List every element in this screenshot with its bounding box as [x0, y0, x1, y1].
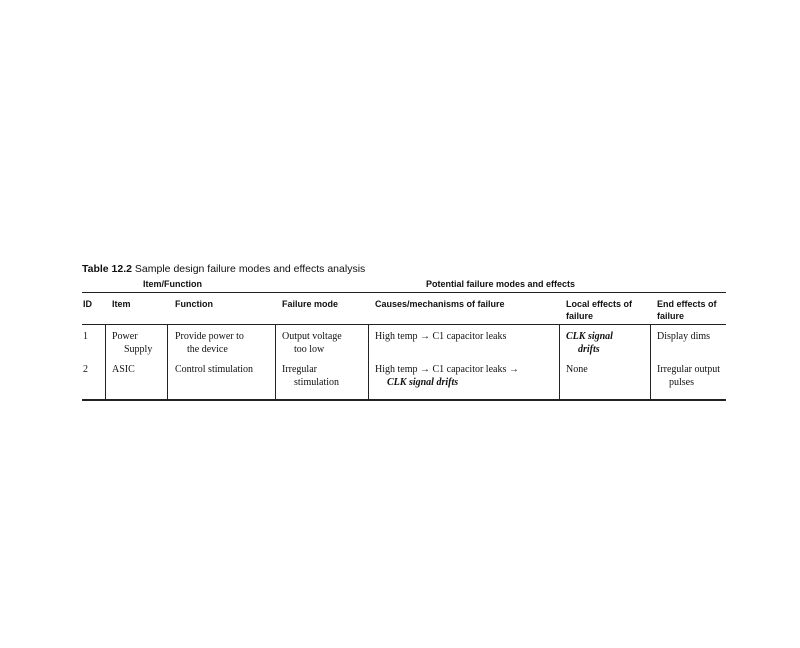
- header-top-rule: [82, 292, 726, 293]
- column-divider: [105, 324, 106, 400]
- column-header-causes: Causes/mechanisms of failure: [375, 299, 505, 309]
- cell-end-effects: [657, 363, 720, 389]
- column-header-failure-mode: Failure mode: [282, 299, 339, 309]
- cell-end-effects-line2: pulses: [669, 377, 694, 388]
- cell-failure-mode: [282, 330, 342, 356]
- column-header-local-effects: [566, 298, 632, 322]
- table-title: Sample design failure modes and effects analysis: [134, 263, 366, 275]
- column-divider: [559, 324, 560, 400]
- table-caption: [82, 263, 365, 275]
- cell-failure-mode-line2: too low: [294, 344, 325, 355]
- cell-function: [175, 330, 244, 356]
- cell-local-effects-line1: CLK signal: [566, 331, 613, 342]
- cell-local-effects: [566, 330, 613, 356]
- group-header-item-function: Item/Function: [143, 279, 202, 289]
- cell-failure-mode-line1: Output voltage: [282, 331, 342, 342]
- column-header-end-effects: [657, 298, 717, 322]
- cell-local-effects: None: [566, 364, 588, 375]
- cell-end-effects-line1: Irregular output: [657, 364, 721, 375]
- cell-causes-line1: High temp → C1 capacitor leaks →: [375, 364, 519, 375]
- cell-function: Control stimulation: [175, 364, 254, 375]
- cell-causes-line2: CLK signal drifts: [387, 377, 459, 388]
- column-header-end-effects-line1: End effects of: [657, 299, 717, 309]
- column-header-item: Item: [112, 299, 131, 309]
- column-header-end-effects-line2: failure: [657, 311, 685, 321]
- cell-id: 1: [83, 331, 88, 342]
- cell-function-line1: Provide power to: [175, 331, 244, 342]
- column-divider: [275, 324, 276, 400]
- column-header-id: ID: [83, 299, 92, 309]
- cell-failure-mode: [282, 363, 339, 389]
- column-header-local-effects-line1: Local effects of: [566, 299, 633, 309]
- column-divider: [167, 324, 168, 400]
- cell-function-line2: the device: [187, 344, 228, 355]
- header-bottom-rule: [82, 324, 726, 325]
- cell-item-line1: Power: [112, 331, 138, 342]
- cell-causes: [375, 363, 519, 389]
- cell-item: [112, 330, 152, 356]
- column-header-local-effects-line2: failure: [566, 311, 594, 321]
- column-divider: [368, 324, 369, 400]
- cell-end-effects: Display dims: [657, 331, 711, 342]
- cell-id: 2: [83, 364, 88, 375]
- cell-item: ASIC: [112, 364, 135, 375]
- table-number: Table 12.2: [82, 263, 132, 275]
- column-divider: [650, 324, 651, 400]
- cell-failure-mode-line1: Irregular: [282, 364, 317, 375]
- table-bottom-rule: [82, 399, 726, 401]
- group-header-potential-failure: Potential failure modes and effects: [426, 279, 576, 289]
- cell-causes: High temp → C1 capacitor leaks: [375, 331, 507, 342]
- cell-item-line2: Supply: [124, 344, 153, 355]
- column-header-function: Function: [175, 299, 213, 309]
- cell-local-effects-line2: drifts: [578, 344, 600, 355]
- cell-failure-mode-line2: stimulation: [294, 377, 339, 388]
